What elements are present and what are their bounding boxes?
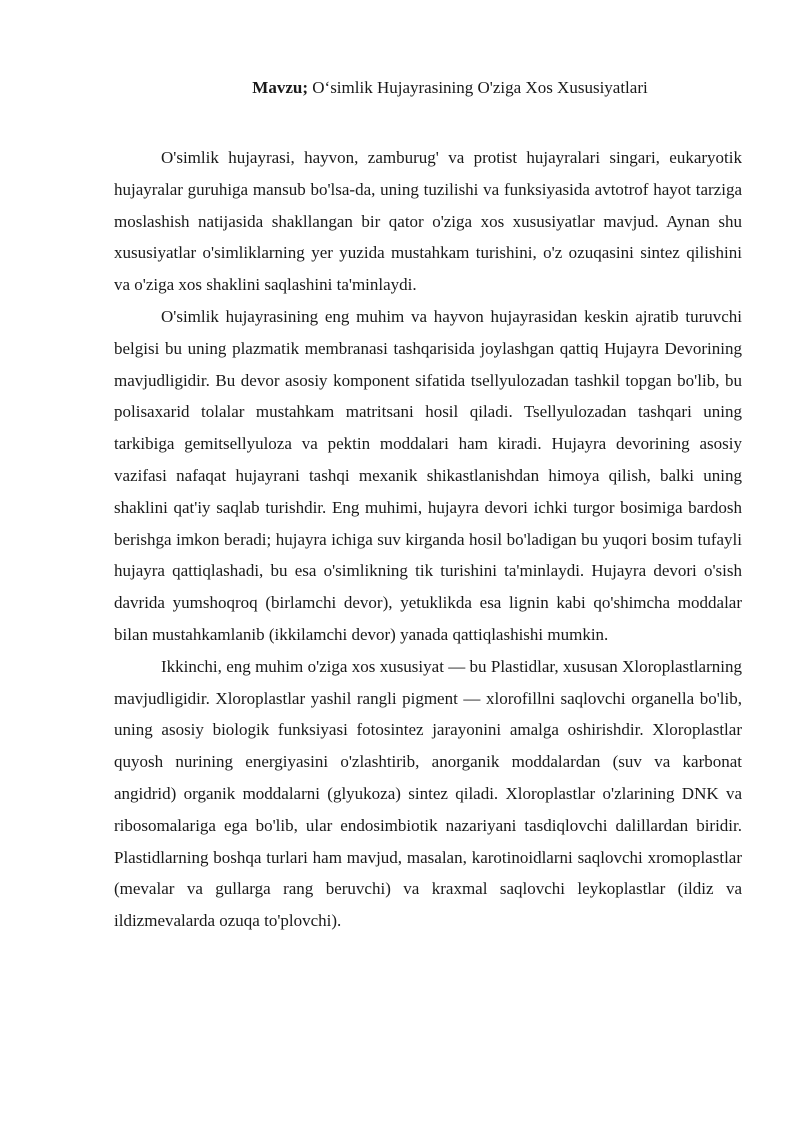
document-title: [0, 76, 800, 100]
title-lead: Mavzu;: [252, 78, 308, 97]
paragraph-cell-wall: O'simlik hujayrasining eng muhim va hayvon hujayrasidan keskin ajratib turuvchi belgisi bu uning plazmatik membranasi tashqarisida joylashgan qattiq Hujayra Devorining mavjudligidir. Bu devor asosiy komponent sifatida tsellyulozadan tashkil topgan bo'lib, bu polisaxarid tolalar mustahkam matritsani hosil qiladi. Tsellyulozadan tashqari uning tarkibiga gemitsellyuloza va pektin moddalari ham kiradi. Hujayra devorining asosiy vazifasi nafaqat hujayrani tashqi mexanik shikastlanishdan himoya qilish, balki uning shaklini qat'iy saqlab turishdir. Eng muhimi, hujayra devori ichki turgor bosimiga bardosh berishga imkon beradi; hujayra ichiga suv kirganda hosil bo'ladigan bu yuqori bosim tufayli hujayra qattiqlashadi, bu esa o'simlikning tik turishini ta'minlaydi. Hujayra devori o'sish davrida yumshoqroq (birlamchi devor), yetuklikda esa lignin kabi qo'shimcha moddalar bilan mustahkamlanib (ikkilamchi devor) yanada qattiqlashishi mumkin.: [114, 306, 742, 644]
paragraph-plastids: Ikkinchi, eng muhim o'ziga xos xususiyat — bu Plastidlar, xususan Xloroplastlarning mavjudligidir. Xloroplastlar yashil rangli pigment — xlorofillni saqlovchi organella bo'lib, uning asosiy biologik funksiyasi fotosintez jarayonini amalga oshirishdir. Xloroplastlar quyosh nurining energiyasini o'zlashtirib, anorganik moddalardan (suv va karbonat angidrid) organik moddalarni (glyukoza) sintez qiladi. Xloroplastlar o'zlarining DNK va ribosomalariga ega bo'lib, ular endosimbiotik nazariyani tasdiqlovchi dalillardan biridir. Plastidlarning boshqa turlari ham mavjud, masalan, karotinoidlarni saqlovchi xromoplastlar (mevalar va gullarga rang beruvchi) va kraxmal saqlovchi leykoplastlar (ildiz va ildizmevalarda ozuqa to'plovchi).: [114, 656, 742, 931]
title-text: O‘simlik Hujayrasining O'ziga Xos Xususiyatlari: [308, 78, 648, 97]
paragraph-intro: O'simlik hujayrasi, hayvon, zamburug' va protist hujayralari singari, eukaryotik hujayralar guruhiga mansub bo'lsa-da, uning tuzilishi va funksiyasida avtotrof hayot tarziga moslashish natijasida shakllangan bir qator o'ziga xos xususiyatlar mavjud. Aynan shu xususiyatlar o'simliklarning yer yuzida mustahkam turishini, o'z ozuqasini sintez qilishini va o'ziga xos shaklini saqlashini ta'minlaydi.: [114, 148, 742, 295]
document-body: [114, 142, 742, 937]
